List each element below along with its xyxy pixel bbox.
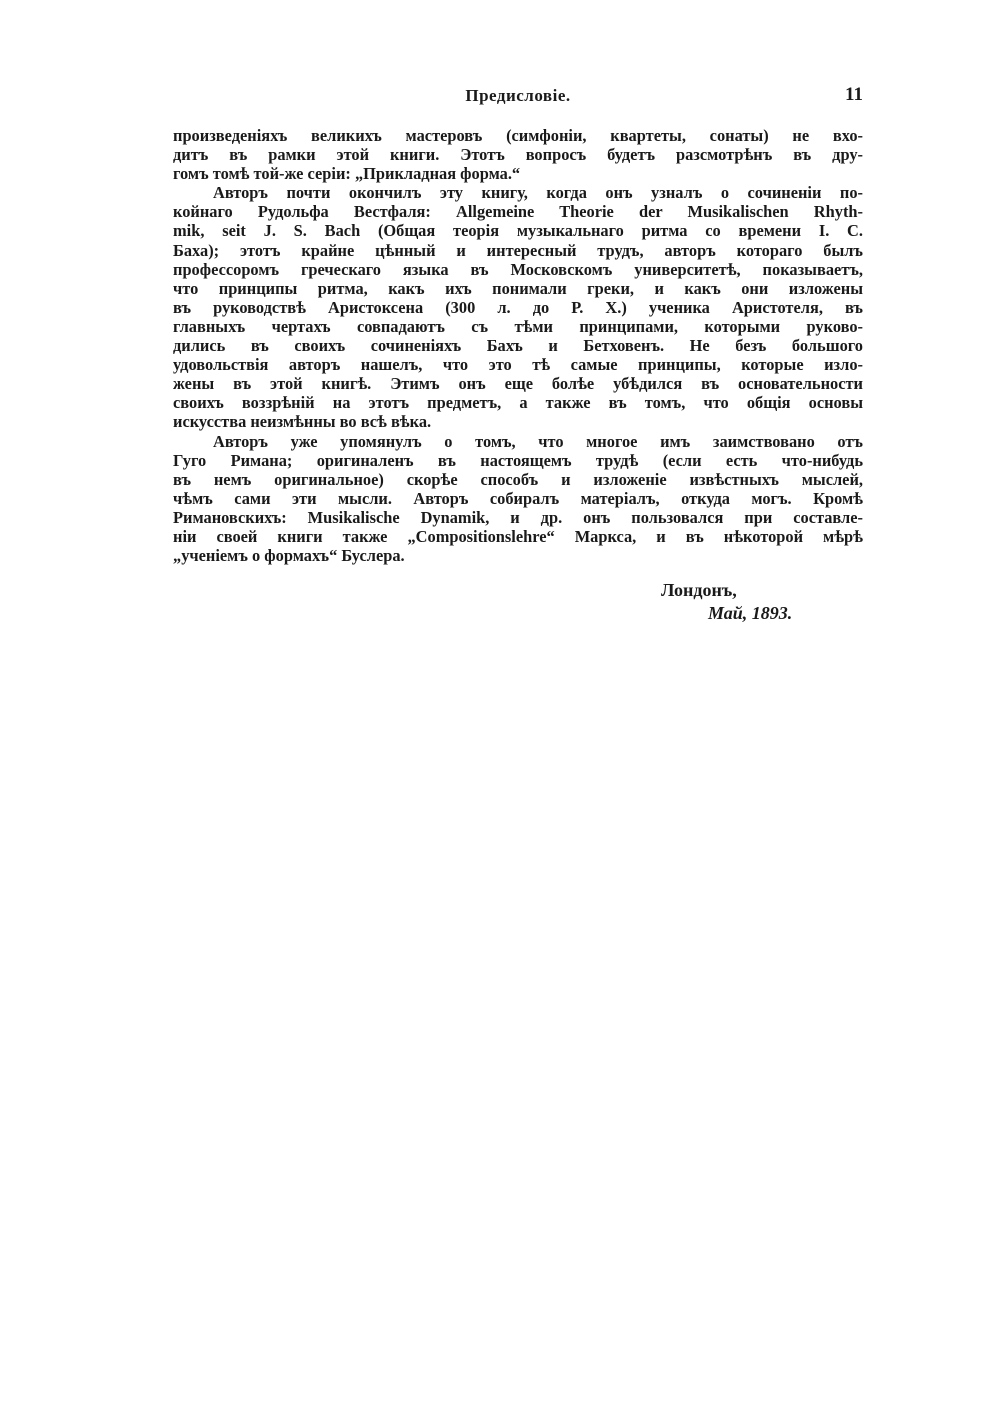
body-text bbox=[173, 126, 863, 565]
text-line: дитъ въ рамки этой книги. Этотъ вопросъ будетъ разсмотрѣнъ въ дру- bbox=[173, 145, 863, 165]
text-line: „ученiемъ о формахъ“ Буслера. bbox=[173, 546, 405, 566]
signature-date: Май, 1893. bbox=[708, 603, 793, 623]
text-line: койнаго Рудольфа Вестфаля: Allgemeine Theorie der Musikalischen Rhyth- bbox=[173, 202, 863, 222]
text-line: Авторъ почти окончилъ эту книгу, когда онъ узналъ о сочиненiи по- bbox=[213, 183, 863, 203]
text-line: Авторъ уже упомянулъ о томъ, что многое имъ заимствовано отъ bbox=[213, 431, 863, 451]
text-line: гомъ томѣ той-же серiи: „Прикладная форма.“ bbox=[173, 164, 521, 184]
text-line: своихъ воззрѣнiй на этотъ предметъ, а также въ томъ, что общiя основы bbox=[173, 393, 863, 413]
text-line: mik, seit J. S. Bach (Общая теорiя музыкальнаго ритма со времени I. С. bbox=[173, 221, 863, 241]
text-line: Баха); этотъ крайне цѣнный и интересный трудъ, авторъ котораго былъ bbox=[173, 240, 863, 260]
text-line: нiи своей книги также „Compositionslehre“ Маркса, и въ нѣкоторой мѣрѣ bbox=[173, 526, 863, 546]
text-line: искусства неизмѣнны во всѣ вѣка. bbox=[173, 412, 432, 432]
text-line: жены въ этой книгѣ. Этимъ онъ еще болѣе убѣдился въ основательности bbox=[173, 374, 863, 394]
text-line: чѣмъ сами эти мысли. Авторъ собиралъ матерiалъ, откуда могъ. Кромѣ bbox=[173, 488, 863, 508]
signature-place: Лондонъ, bbox=[661, 580, 737, 600]
text-line: удовольствiя авторъ нашелъ, что это тѣ самые принципы, которые изло- bbox=[173, 355, 863, 375]
running-title: Предисловie. bbox=[465, 86, 571, 105]
text-line: что принципы ритма, какъ ихъ понимали греки, и какъ они изложены bbox=[173, 278, 863, 298]
text-line: Гуго Римана; оригиналенъ въ настоящемъ трудѣ (если есть что-нибудь bbox=[173, 450, 863, 470]
text-line: дились въ своихъ сочиненiяхъ Бахъ и Бетховенъ. Не безъ большого bbox=[173, 336, 863, 356]
page-number: 11 bbox=[845, 84, 863, 105]
text-line: въ руководствѣ Аристоксена (300 л. до Р. X.) ученика Аристотеля, въ bbox=[173, 297, 863, 317]
text-line: главныхъ чертахъ совпадаютъ съ тѣми принципами, которыми руково- bbox=[173, 316, 863, 336]
text-line: профессоромъ греческаго языка въ Московскомъ университетѣ, показываетъ, bbox=[173, 259, 863, 279]
page-header bbox=[173, 86, 863, 110]
text-line: произведенiяхъ великихъ мастеровъ (симфонiи, квартеты, сонаты) не вхо- bbox=[173, 126, 863, 145]
text-line: Римановскихъ: Musikalische Dynamik, и др. онъ пользовался при составле- bbox=[173, 507, 863, 527]
text-line: въ немъ оригинальное) скорѣе способъ и изложенiе извѣстныхъ мыслей, bbox=[173, 469, 863, 489]
